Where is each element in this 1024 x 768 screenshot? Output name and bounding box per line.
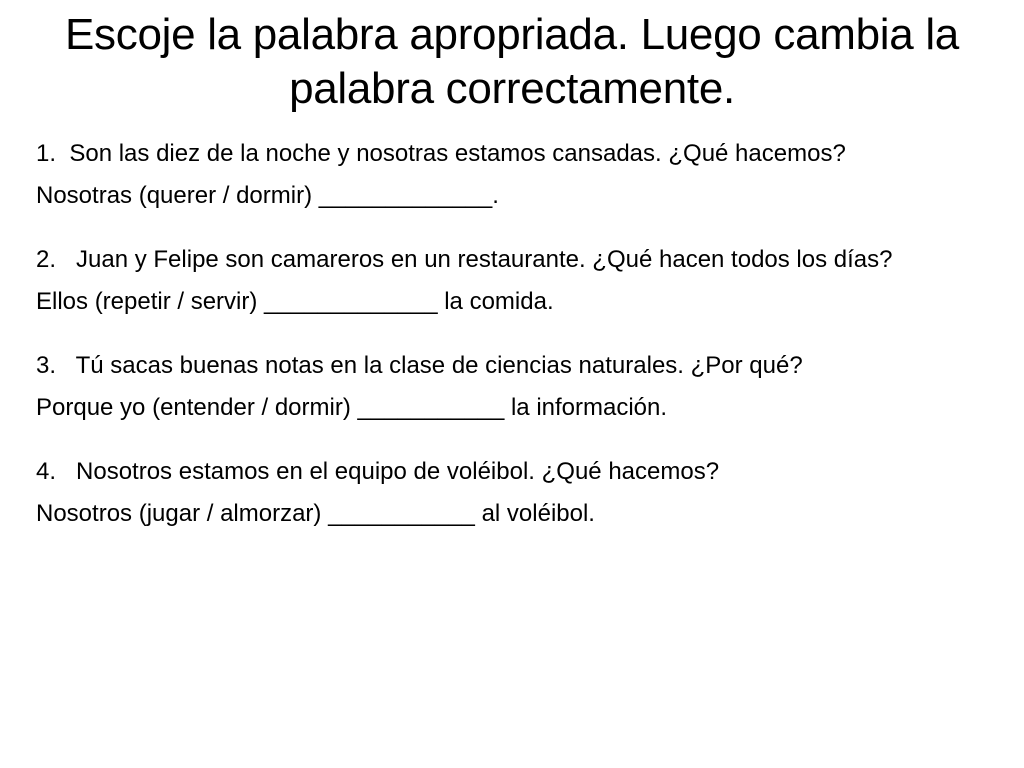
exercise-item-1 — [36, 137, 976, 213]
exercise-list — [36, 137, 976, 561]
exercise-item-4 — [36, 455, 976, 531]
answer-line-1: Nosotras (querer / dormir) _____________. — [36, 182, 499, 209]
question-1: 1. Son las diez de la noche y nosotras estamos cansadas. ¿Qué hacemos? — [36, 140, 846, 167]
question-4: 4. Nosotros estamos en el equipo de voléibol. ¿Qué hacemos? — [36, 458, 720, 485]
question-3: 3. Tú sacas buenas notas en la clase de ciencias naturales. ¿Por qué? — [36, 352, 803, 379]
answer-line-4: Nosotros (jugar / almorzar) ___________ al voléibol. — [36, 500, 595, 527]
slide-title: Escoje la palabra apropriada. Luego cambia la palabra correctamente. — [65, 10, 959, 113]
question-2: 2. Juan y Felipe son camareros en un restaurante. ¿Qué hacen todos los días? — [36, 246, 893, 273]
answer-line-3: Porque yo (entender / dormir) ___________ la información. — [36, 394, 668, 421]
exercise-item-2 — [36, 243, 976, 319]
answer-line-2: Ellos (repetir / servir) _____________ la comida. — [36, 288, 554, 315]
exercise-item-3 — [36, 349, 976, 425]
